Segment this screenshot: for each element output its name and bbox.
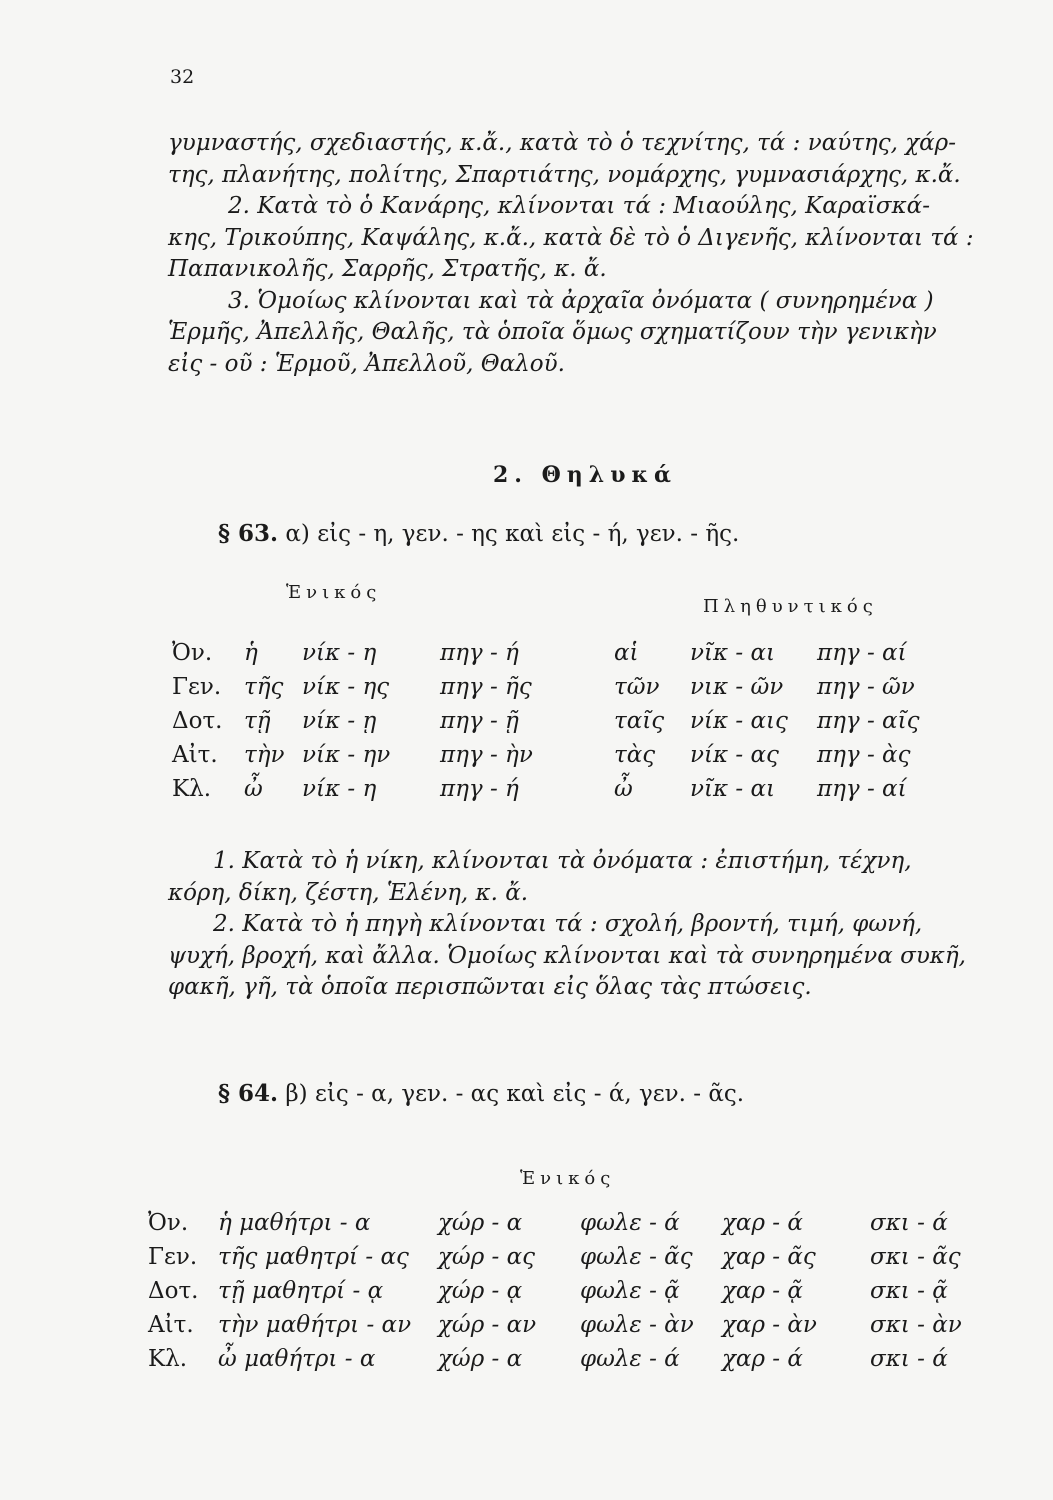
chora-form: χώρ - ας xyxy=(438,1244,536,1270)
pege-plural: πηγ - αί xyxy=(817,776,907,802)
top-paragraph xyxy=(168,128,1000,380)
article-singular: τῇ xyxy=(244,708,271,734)
mathetria-form: ἡ μαθήτρι - α xyxy=(218,1210,371,1236)
nike-singular: νίκ - η xyxy=(302,640,377,666)
nike-plural: νῖκ - αι xyxy=(690,640,776,666)
nike-singular: νίκ - ης xyxy=(302,674,390,700)
folea-form: φωλε - ᾶς xyxy=(580,1244,693,1270)
text-line: εἰς - οῦ : Ἑρμοῦ, Ἀπελλοῦ, Θαλοῦ. xyxy=(168,350,565,377)
nike-plural: νίκ - ας xyxy=(690,742,779,768)
pege-singular: πηγ - ή xyxy=(440,640,519,666)
case-label: Κλ. xyxy=(172,776,212,802)
article-plural: αἱ xyxy=(614,640,639,666)
article-plural: ὦ xyxy=(614,776,633,802)
text-line: ψυχή, βροχή, καὶ ἄλλα. Ὁμοίως κλίνονται καὶ τὰ συνηρημένα συκῆ, xyxy=(168,942,966,969)
singular-header-64: Ἑνικός xyxy=(520,1168,616,1189)
skia-form: σκι - ά xyxy=(870,1210,948,1236)
pege-plural: πηγ - αί xyxy=(817,640,907,666)
pege-singular: πηγ - ή xyxy=(440,776,519,802)
text-line: κόρη, δίκη, ζέστη, Ἑλένη, κ. ἄ. xyxy=(168,879,529,906)
pege-singular: πηγ - ὴν xyxy=(440,742,533,768)
nike-singular: νίκ - ῃ xyxy=(302,708,377,734)
article-plural: ταῖς xyxy=(614,708,665,734)
text-line: 3. Ὁμοίως κλίνονται καὶ τὰ ἀρχαῖα ὀνόματα ( συνηρημένα ) xyxy=(228,287,934,314)
folea-form: φωλε - ά xyxy=(580,1346,680,1372)
case-label: Γεν. xyxy=(148,1244,198,1270)
nike-plural: νίκ - αις xyxy=(690,708,788,734)
text-line: Ἑρμῆς, Ἀπελλῆς, Θαλῆς, τὰ ὁποῖα ὅμως σχηματίζουν τὴν γενικὴν xyxy=(168,319,937,345)
text-line: 2. Κατὰ τὸ ἡ πηγὴ κλίνονται τά : σχολή, βροντή, τιμή, φωνή, xyxy=(213,911,923,937)
nike-singular: νίκ - η xyxy=(302,776,377,802)
article-plural: τὰς xyxy=(614,742,656,768)
pege-plural: πηγ - ῶν xyxy=(817,674,915,700)
case-label: Ὀν. xyxy=(172,640,213,666)
text-line: κης, Τρικούπης, Καψάλης, κ.ἄ., κατὰ δὲ τὸ ὁ Διγενῆς, κλίνονται τά : xyxy=(168,224,974,251)
case-label: Αἰτ. xyxy=(148,1312,194,1338)
chara-form: χαρ - ά xyxy=(722,1210,803,1236)
chora-form: χώρ - ᾳ xyxy=(438,1278,523,1304)
pege-singular: πηγ - ῇ xyxy=(440,708,519,734)
case-label: Δοτ. xyxy=(148,1278,199,1304)
nike-plural: νῖκ - αι xyxy=(690,776,776,802)
article-plural: τῶν xyxy=(614,674,660,700)
nike-singular: νίκ - ην xyxy=(302,742,391,768)
skia-form: σκι - ᾷ xyxy=(870,1278,948,1304)
section-64 xyxy=(218,1080,744,1107)
chara-form: χαρ - ᾷ xyxy=(722,1278,803,1304)
section-63-label: § 63. xyxy=(218,520,279,547)
article-singular: ἡ xyxy=(244,640,258,666)
text-line: της, πλανήτης, πολίτης, Σπαρτιάτης, νομάρχης, γυμνασιάρχης, κ.ἄ. xyxy=(168,161,961,188)
section-63-text: α) εἰς - η, γεν. - ης καὶ εἰς - ή, γεν. - ῆς. xyxy=(285,521,740,547)
folea-form: φωλε - ὰν xyxy=(580,1312,694,1338)
case-label: Δοτ. xyxy=(172,708,223,734)
article-singular: ὦ xyxy=(244,776,263,802)
case-label: Γεν. xyxy=(172,674,222,700)
text-line: γυμναστής, σχεδιαστής, κ.ἄ., κατὰ τὸ ὁ τεχνίτης, τά : ναύτης, χάρ- xyxy=(168,130,956,156)
mathetria-form: ὦ μαθήτρι - α xyxy=(218,1346,376,1372)
chara-form: χαρ - ά xyxy=(722,1346,803,1372)
chora-form: χώρ - α xyxy=(438,1346,523,1372)
case-label: Αἰτ. xyxy=(172,742,218,768)
skia-form: σκι - ά xyxy=(870,1346,948,1372)
text-line: Παπανικολῆς, Σαρρῆς, Στρατῆς, κ. ἄ. xyxy=(168,256,607,282)
case-label: Κλ. xyxy=(148,1346,188,1372)
skia-form: σκι - ᾶς xyxy=(870,1244,961,1270)
pege-plural: πηγ - ὰς xyxy=(817,742,911,768)
section-64-text: β) εἰς - α, γεν. - ας καὶ εἰς - ά, γεν. - ᾶς. xyxy=(285,1081,745,1107)
mathetria-form: τὴν μαθήτρι - αν xyxy=(218,1312,412,1338)
section-63 xyxy=(218,520,739,547)
folea-form: φωλε - ᾷ xyxy=(580,1278,680,1304)
pege-singular: πηγ - ῆς xyxy=(440,674,532,700)
text-line: 1. Κατὰ τὸ ἡ νίκη, κλίνονται τὰ ὀνόματα : ἐπιστήμη, τέχνη, xyxy=(213,848,912,874)
mathetria-form: τῆς μαθητρί - ας xyxy=(218,1244,409,1270)
article-singular: τῆς xyxy=(244,674,284,700)
mid-paragraph xyxy=(168,846,1000,1004)
pege-plural: πηγ - αῖς xyxy=(817,708,920,734)
text-line: 2. Κατὰ τὸ ὁ Κανάρης, κλίνονται τά : Μιαούλης, Καραϊσκά- xyxy=(228,193,930,219)
chara-form: χαρ - ὰν xyxy=(722,1312,817,1338)
chora-form: χώρ - αν xyxy=(438,1312,537,1338)
article-singular: τὴν xyxy=(244,742,285,768)
mathetria-form: τῇ μαθητρί - ᾳ xyxy=(218,1278,384,1304)
folea-form: φωλε - ά xyxy=(580,1210,680,1236)
singular-header: Ἑνικός xyxy=(286,582,382,603)
text-line: φακῆ, γῆ, τὰ ὁποῖα περισπῶνται εἰς ὅλας τὰς πτώσεις. xyxy=(168,974,812,1000)
skia-form: σκι - ὰν xyxy=(870,1312,962,1338)
chara-form: χαρ - ᾶς xyxy=(722,1244,816,1270)
section-heading: 2. Θηλυκά xyxy=(493,462,677,488)
case-label: Ὀν. xyxy=(148,1210,189,1236)
chora-form: χώρ - α xyxy=(438,1210,523,1236)
nike-plural: νικ - ῶν xyxy=(690,674,784,700)
plural-header: Πληθυντικός xyxy=(703,596,878,617)
section-64-label: § 64. xyxy=(218,1080,279,1107)
page-number: 32 xyxy=(170,66,195,88)
